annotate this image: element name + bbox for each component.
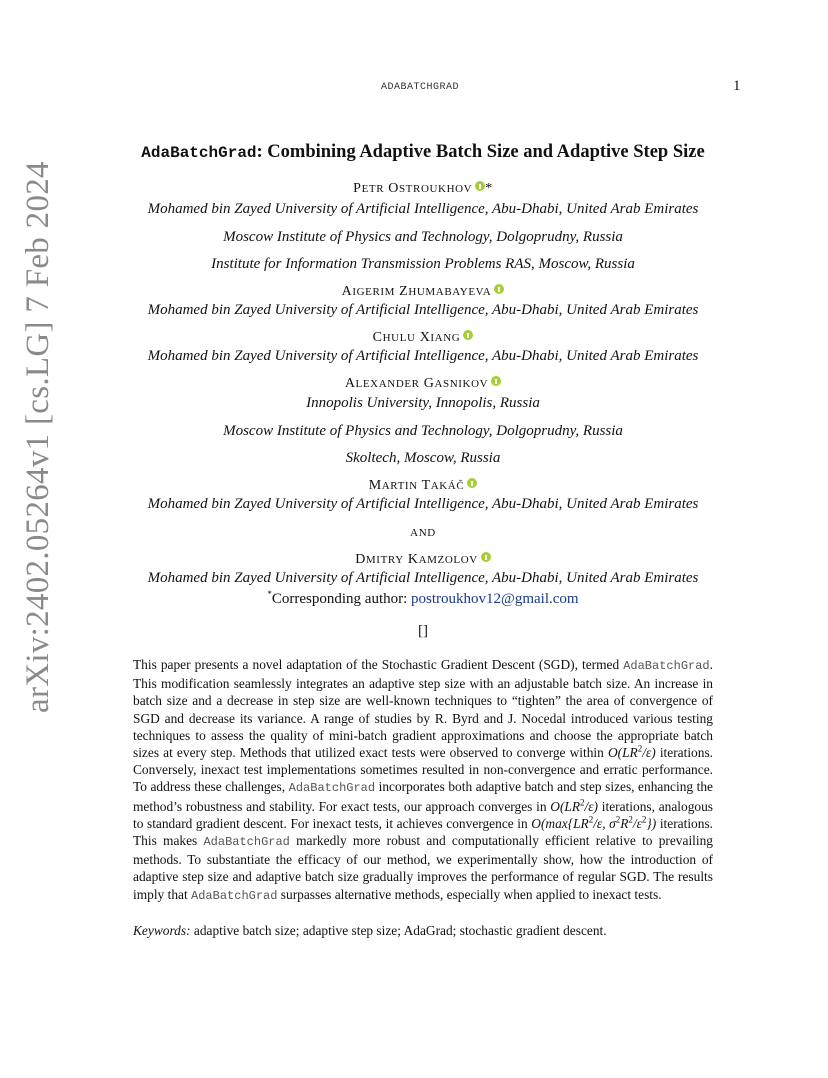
affiliation: Moscow Institute of Physics and Technology, Dolgoprudny, Russia bbox=[223, 229, 623, 245]
author-name: MARTIN TAKÁČ bbox=[0, 478, 828, 494]
affiliation: Innopolis University, Innopolis, Russia bbox=[306, 395, 540, 411]
orcid-icon[interactable] bbox=[491, 376, 501, 386]
orcid-icon[interactable] bbox=[475, 181, 485, 191]
title-method-name: AdaBatchGrad bbox=[141, 144, 257, 162]
orcid-icon[interactable] bbox=[494, 284, 504, 294]
orcid-icon[interactable] bbox=[467, 478, 477, 488]
running-head: ADABATCHGRAD bbox=[380, 82, 459, 93]
keywords-label: Keywords: bbox=[133, 923, 191, 938]
title-rest: : Combining Adaptive Batch Size and Adaptive Step Size bbox=[256, 142, 705, 162]
orcid-icon[interactable] bbox=[481, 552, 491, 562]
keywords-text: adaptive batch size; adaptive step size; AdaGrad; stochastic gradient descent. bbox=[190, 923, 607, 938]
paper-title bbox=[0, 142, 828, 163]
method-name: AdaBatchGrad bbox=[203, 835, 290, 850]
email-link[interactable]: postroukhov12@gmail.com bbox=[411, 591, 579, 607]
affiliation: Mohamed bin Zayed University of Artificial Intelligence, Abu-Dhabi, United Arab Emirates bbox=[147, 496, 699, 512]
affiliation: Mohamed bin Zayed University of Artificial Intelligence, Abu-Dhabi, United Arab Emirates bbox=[147, 302, 699, 318]
complexity-bound: $O(LR^2/\varepsilon)$ bbox=[607, 743, 656, 761]
affiliation: Skoltech, Moscow, Russia bbox=[345, 450, 501, 466]
abstract: This paper presents a novel adaptation of the Stochastic Gradient Descent (SGD), termed AdaBatchGrad. This modification seamlessly integrates an adaptive step size with an adjustable batch size. An increase in batch size and a decrease in step size are well-known techniques to “tighten” the area of convergence of SGD and decrease its variance. A range of studies by R. Byrd and J. Nocedal introduced various testing techniques to assess the quality of mini-batch gradient approximations and choose the appropriate batch sizes at every step. Methods that utilized exact tests were observed to converge within $O(LR^2/\varepsilon)$ iterations. Conversely, inexact test implementations sometimes resulted in non-convergence and erratic performance. To address these challenges, AdaBatchGrad incorporates both adaptive batch and step sizes, enhancing the method’s robustness and stability. For exact tests, our approach converges in $O(LR^2/\varepsilon)$ iterations, analogous to standard gradient descent. For inexact tests, it achieves convergence in $O(\max\{LR^2/\varepsilon$, $\sigma^2R^2/\varepsilon^2$}) iterations. This makes AdaBatchGrad markedly more robust and computationally efficient relative to prevailing methods. To substantiate the efficacy of our method, we experimentally show, how the introduction of adaptive step size and adaptive batch size gradually improves the performance of regular SGD. The results imply that AdaBatchGrad surpasses alternative methods, especially when applied to inexact tests. bbox=[133, 657, 714, 903]
author-name: AIGERIM ZHUMABAYEVA bbox=[0, 284, 828, 300]
author-name: DMITRY KAMZOLOV bbox=[0, 552, 828, 568]
author-name: PETR OSTROUKHOV * bbox=[353, 181, 493, 196]
method-name: AdaBatchGrad bbox=[288, 781, 376, 796]
empty-citation-brackets: [] bbox=[418, 623, 428, 639]
complexity-bound: $O(\max\{LR^2/\varepsilon$, $\sigma^2R^2/\varepsilon^2$}) bbox=[531, 814, 657, 831]
author-name: CHULU XIANG bbox=[0, 330, 828, 346]
affiliation: Mohamed bin Zayed University of Artificial Intelligence, Abu-Dhabi, United Arab Emirates bbox=[147, 201, 699, 217]
affiliation: Mohamed bin Zayed University of Artificial Intelligence, Abu-Dhabi, United Arab Emirates bbox=[147, 570, 699, 586]
method-name: AdaBatchGrad bbox=[623, 659, 710, 673]
complexity-bound: $O(LR^2/\varepsilon)$ bbox=[550, 797, 599, 814]
orcid-icon[interactable] bbox=[463, 330, 473, 340]
affiliation: Institute for Information Transmission Problems RAS, Moscow, Russia bbox=[211, 256, 635, 272]
page-number: 1 bbox=[733, 78, 741, 94]
arxiv-identifier-stamp: arXiv:2402.05264v1 [cs.LG] 7 Feb 2024 bbox=[20, 161, 56, 713]
and-separator: AND bbox=[410, 527, 436, 539]
affiliation: Mohamed bin Zayed University of Artificial Intelligence, Abu-Dhabi, United Arab Emirates bbox=[147, 348, 699, 364]
method-name: AdaBatchGrad bbox=[191, 888, 278, 903]
corresponding-author-note: *Corresponding author: postroukhov12@gmail.com bbox=[267, 589, 579, 607]
affiliation: Moscow Institute of Physics and Technology, Dolgoprudny, Russia bbox=[223, 423, 623, 439]
author-name: ALEXANDER GASNIKOV bbox=[0, 376, 828, 392]
author-mark: * bbox=[485, 181, 493, 196]
keywords bbox=[133, 923, 733, 939]
